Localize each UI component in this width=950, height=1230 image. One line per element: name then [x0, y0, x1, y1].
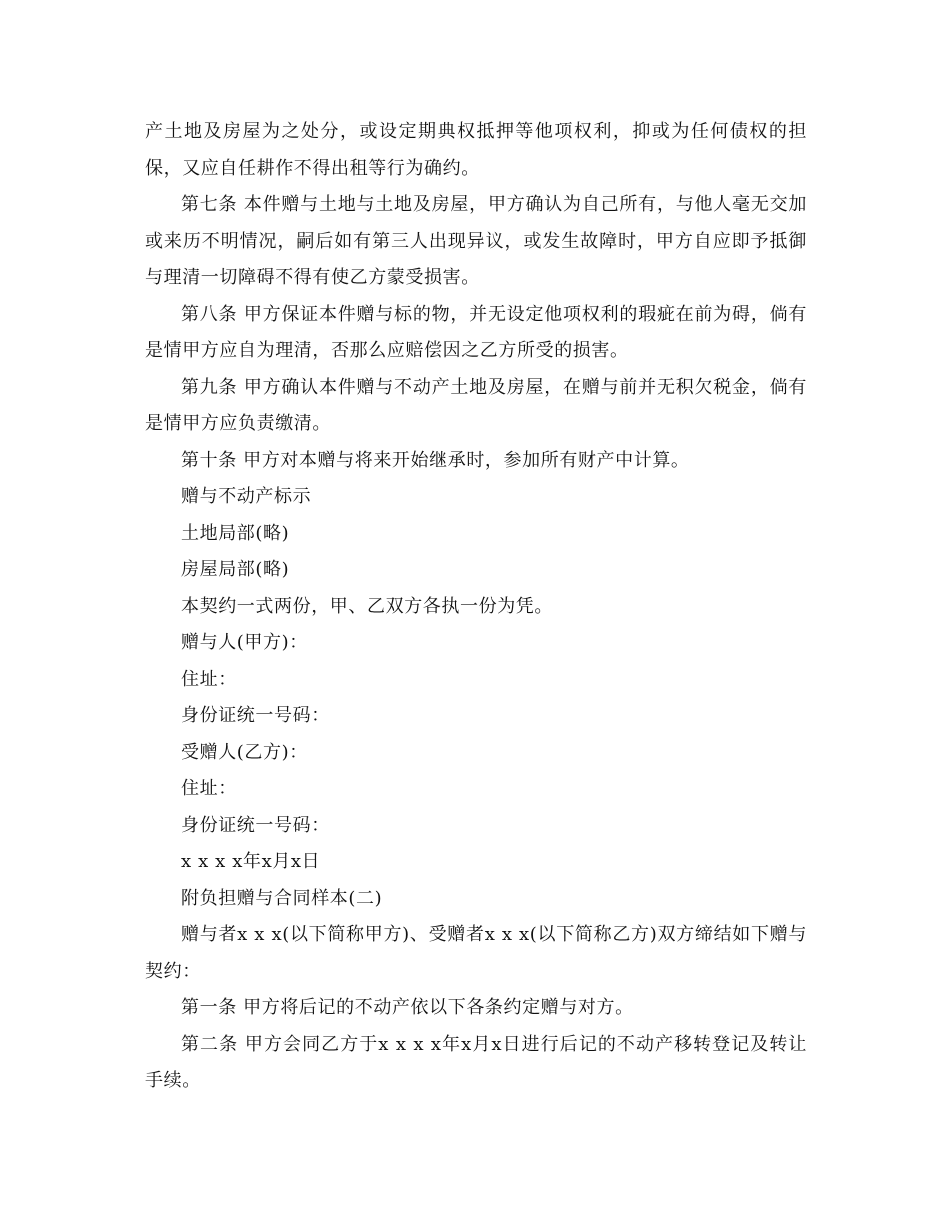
- paragraph-article-9: 第九条 甲方确认本件赠与不动产土地及房屋，在赠与前并无积欠税金，倘有是情甲方应负责缴清。: [145, 376, 807, 434]
- paragraph-article-7: 第七条 本件赠与土地与土地及房屋，甲方确认为自己所有，与他人毫无交加或来历不明情况，嗣后如有第三人出现异议，或发生故障时，甲方自应即予抵御与理清一切障碍不得有使乙方蒙受损害。: [145, 194, 807, 288]
- paragraph-article-8: 第八条 甲方保证本件赠与标的物，并无设定他项权利的瑕疵在前为碍，倘有是情甲方应自为理清，否那么应赔偿因之乙方所受的损害。: [145, 303, 807, 361]
- paragraph-article-1: 第一条 甲方将后记的不动产依以下各条约定赠与对方。: [181, 997, 634, 1018]
- paragraph-sample-title: 附负担赠与合同样本(二): [181, 887, 383, 909]
- paragraph-article-10: 第十条 甲方对本赠与将来开始继承时，参加所有财产中计算。: [181, 449, 690, 471]
- paragraph-land-part: 土地局部(略): [181, 522, 290, 544]
- paragraph-date: x x x x年x月x日: [181, 851, 321, 872]
- paragraph-donor-id: 身份证统一号码：: [181, 705, 330, 726]
- paragraph-article-2: 第二条 甲方会同乙方于x x x x年x月x日进行后记的不动产移转登记及转让手续。: [145, 1033, 807, 1091]
- document-body: [145, 114, 807, 1100]
- paragraph-donee: 受赠人(乙方)：: [181, 741, 308, 763]
- paragraph-donor-address: 住址：: [181, 668, 237, 690]
- paragraph-parties: 赠与者x x x(以下简称甲方)、受赠者x x x(以下简称乙方)双方缔结如下赠与契约：: [145, 924, 807, 982]
- paragraph-house-part: 房屋局部(略): [181, 559, 290, 580]
- paragraph-donee-address: 住址：: [181, 778, 237, 799]
- paragraph-property-label: 赠与不动产标示: [181, 486, 312, 507]
- paragraph-copies: 本契约一式两份，甲、乙双方各执一份为凭。: [181, 595, 553, 617]
- paragraph-donor: 赠与人(甲方)：: [181, 632, 308, 653]
- paragraph-donee-id: 身份证统一号码：: [181, 814, 330, 836]
- paragraph-continuation: 产土地及房屋为之处分，或设定期典权抵押等他项权利，抑或为任何债权的担保，又应自任耕作不得出租等行为确约。: [145, 121, 807, 179]
